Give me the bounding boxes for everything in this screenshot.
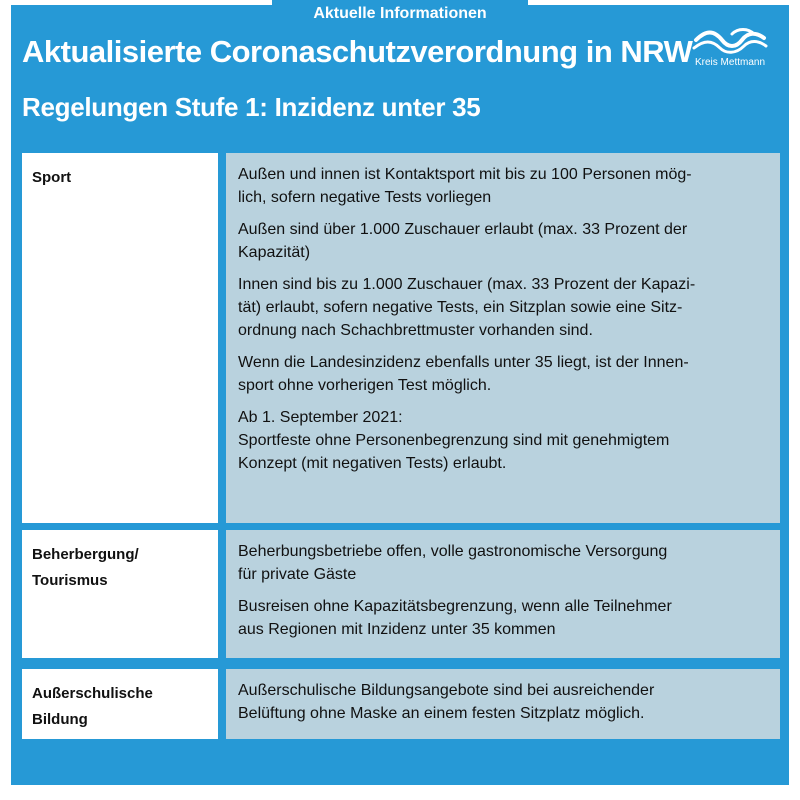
text-line: Beherbungsbetriebe offen, volle gastronomische Versorgung — [238, 543, 668, 560]
text-line: sport ohne vorherigen Test möglich. — [238, 377, 492, 394]
row-label — [22, 530, 218, 658]
text-line: ordnung nach Schachbrettmuster vorhanden sind. — [238, 322, 593, 339]
text-line: lich, sofern negative Tests vorliegen — [238, 189, 492, 206]
row-label-line: Bildung — [32, 711, 88, 728]
paragraph — [238, 351, 768, 397]
text-line: Außerschulische Bildungsangebote sind bei ausreichender — [238, 682, 655, 699]
text-line: tät) erlaubt, sofern negative Tests, ein Sitzplan sowie eine Sitz- — [238, 299, 683, 316]
paragraph — [238, 540, 768, 586]
table-row-bildung — [22, 669, 780, 739]
paragraph — [238, 679, 768, 725]
text-line: Ab 1. September 2021: — [238, 409, 403, 426]
row-label-line: Außerschulische — [32, 685, 153, 702]
row-label — [22, 669, 218, 739]
page-subtitle: Regelungen Stufe 1: Inzidenz unter 35 — [22, 92, 481, 122]
text-line: Belüftung ohne Maske an einem festen Sitzplatz möglich. — [238, 705, 645, 722]
text-line: Busreisen ohne Kapazitätsbegrenzung, wenn alle Teilnehmer — [238, 598, 672, 615]
row-content — [226, 530, 780, 658]
page-title: Aktualisierte Coronaschutzverordnung in NRW — [22, 34, 693, 69]
kreis-mettmann-logo — [680, 26, 780, 72]
text-line: Wenn die Landesinzidenz ebenfalls unter 35 liegt, ist der Innen- — [238, 354, 689, 371]
table-row-sport — [22, 153, 780, 523]
row-label-line: Tourismus — [32, 572, 108, 589]
text-line: aus Regionen mit Inzidenz unter 35 kommen — [238, 621, 556, 638]
paragraph — [238, 595, 768, 641]
row-content — [226, 669, 780, 739]
paragraph — [238, 163, 768, 209]
logo-text: Kreis Mettmann — [694, 57, 766, 68]
text-line: Kapazität) — [238, 244, 311, 261]
text-line: Innen sind bis zu 1.000 Zuschauer (max. 33 Prozent der Kapazi- — [238, 276, 696, 293]
table-row-beherbergung — [22, 530, 780, 658]
row-label-line: Beherbergung/ — [32, 546, 139, 563]
text-line: Konzept (mit negativen Tests) erlaubt. — [238, 455, 507, 472]
row-label-line: Sport — [32, 169, 72, 186]
text-line: Außen sind über 1.000 Zuschauer erlaubt (max. 33 Prozent der — [238, 221, 688, 238]
row-label — [22, 153, 218, 523]
text-line: für private Gäste — [238, 566, 357, 583]
paragraph — [238, 218, 768, 264]
text-line: Sportfeste ohne Personenbegrenzung sind mit genehmigtem — [238, 432, 670, 449]
wave-logo-icon — [692, 26, 768, 56]
paragraph — [238, 273, 768, 342]
row-content — [226, 153, 780, 523]
header-tab: Aktuelle Informationen — [272, 0, 528, 30]
text-line: Außen und innen ist Kontaktsport mit bis zu 100 Personen mög- — [238, 166, 692, 183]
paragraph — [238, 406, 768, 475]
